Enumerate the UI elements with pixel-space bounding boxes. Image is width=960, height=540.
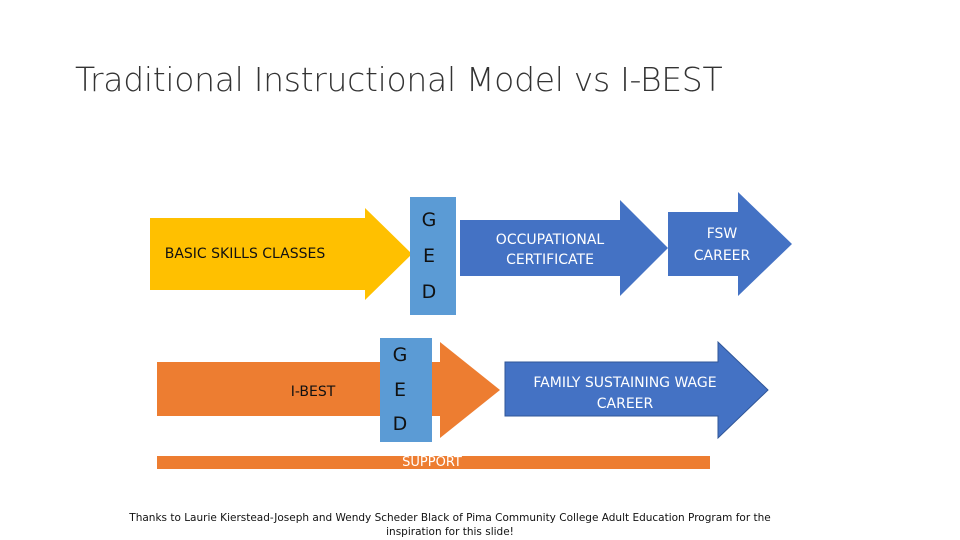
ged-e-traditional: E	[422, 245, 435, 267]
career-label-line1: FAMILY SUSTAINING WAGE	[533, 375, 717, 391]
career-label-line2: CAREER	[596, 396, 654, 412]
ged-g-ibest: G	[392, 344, 408, 366]
credits-footer: Thanks to Laurie Kierstead-Joseph and Wendy Scheder Black of Pima Community College Adult Education Program for the inspiration for this slide!	[129, 512, 771, 538]
ged-e-ibest: E	[393, 379, 406, 401]
ibest-label: I-BEST	[290, 384, 336, 400]
ged-d-traditional: D	[421, 281, 437, 303]
occupational-label-line1: OCCUPATIONAL	[495, 232, 605, 248]
support-label: SUPPORT	[402, 455, 462, 470]
fsw-label-line2: CAREER	[693, 248, 751, 264]
ibest-orange-arrow	[432, 342, 500, 438]
ged-d-ibest: D	[392, 413, 408, 435]
occupational-label-line2: CERTIFICATE	[506, 252, 594, 268]
fsw-label-line1: FSW	[706, 226, 738, 242]
basic-skills-label: BASIC SKILLS CLASSES	[164, 246, 326, 262]
ged-g-traditional: G	[421, 209, 437, 231]
slide-title: Traditional Instructional Model vs I-BEST	[75, 60, 723, 99]
fsw-career-arrow	[668, 192, 792, 296]
